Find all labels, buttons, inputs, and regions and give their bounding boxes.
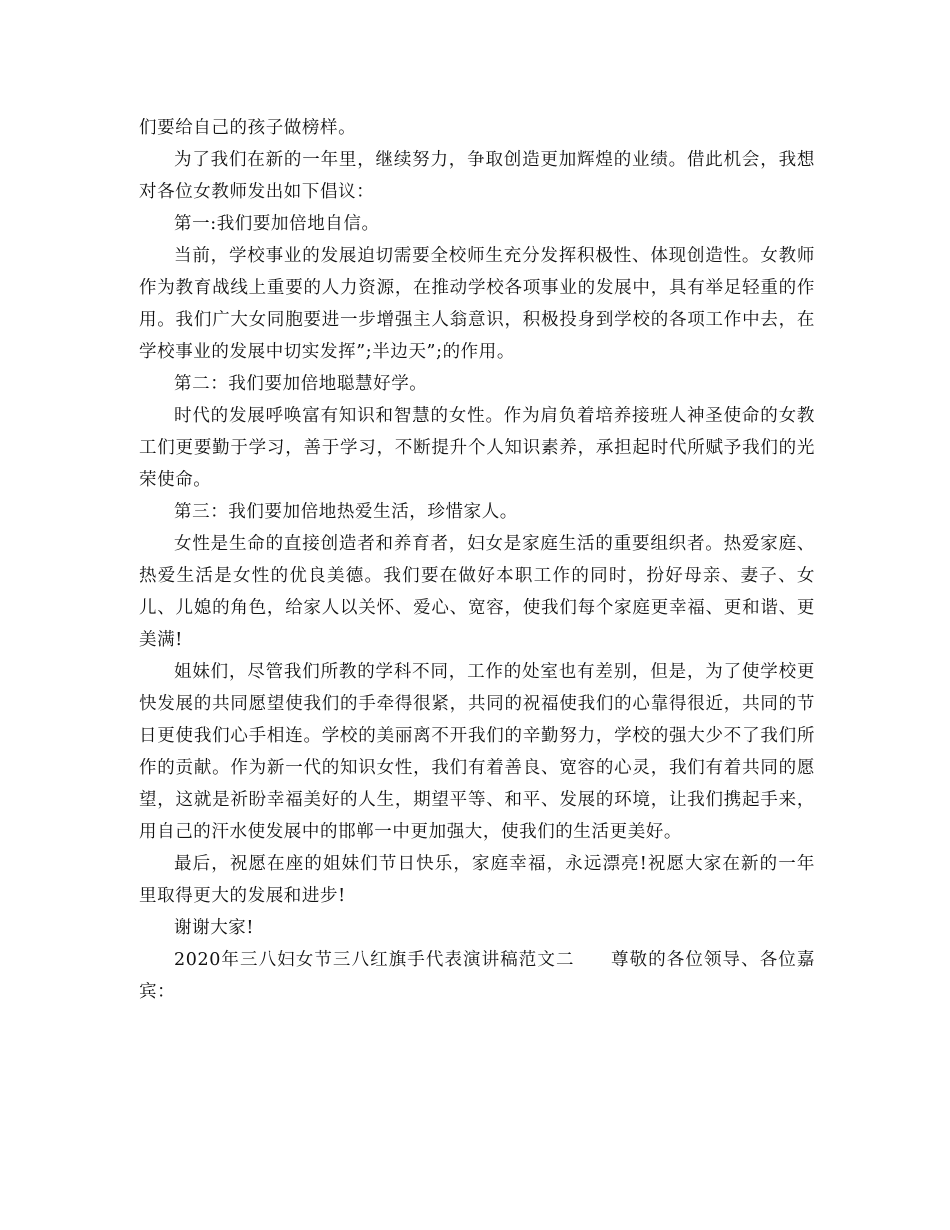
paragraph-point-three-body: 女性是生命的直接创造者和养育者，妇女是家庭生活的重要组织者。热爱家庭、热爱生活是女性的优良美德。我们要在做好本职工作的同时，扮好母亲、妻子、女儿、儿媳的角色，给家人以关怀、爱心、宽容，使我们每个家庭更幸福、更和谐、更美满! bbox=[139, 534, 815, 650]
paragraph-continuation: 们要给自己的孩子做榜样。 bbox=[139, 118, 357, 138]
paragraph-point-two-heading: 第二：我们要加倍地聪慧好学。 bbox=[174, 374, 428, 394]
second-speech-title: 2020年三八妇女节三八红旗手代表演讲稿范文二 bbox=[174, 950, 575, 970]
paragraph-closing-wishes: 最后，祝愿在座的姐妹们节日快乐，家庭幸福，永远漂亮!祝愿大家在新的一年里取得更大的发展和进步! bbox=[139, 854, 815, 906]
document-body bbox=[139, 112, 815, 1008]
paragraph-point-one-body: 当前，学校事业的发展迫切需要全校师生充分发挥积极性、体现创造性。女教师作为教育战线上重要的人力资源，在推动学校各项事业的发展中，具有举足轻重的作用。我们广大女同胞要进一步增强主人翁意识，积极投身到学校的各项工作中去，在学校事业的发展中切实发挥”;半边天”;的作用。 bbox=[139, 246, 815, 362]
paragraph-second-speech-start bbox=[139, 944, 815, 1008]
paragraph-point-three-heading: 第三：我们要加倍地热爱生活，珍惜家人。 bbox=[174, 502, 518, 522]
paragraph-thanks: 谢谢大家! bbox=[174, 918, 255, 938]
paragraph-sisters: 姐妹们，尽管我们所教的学科不同，工作的处室也有差别，但是，为了使学校更快发展的共同愿望使我们的手牵得很紧，共同的祝福使我们的心靠得很近，共同的节日更使我们心手相连。学校的美丽离不开我们的辛勤努力，学校的强大少不了我们所作的贡献。作为新一代的知识女性，我们有着善良、宽容的心灵，我们有着共同的愿望，这就是祈盼幸福美好的人生，期望平等、和平、发展的环境，让我们携起手来，用自己的汗水使发展中的邯郸一中更加强大，使我们的生活更美好。 bbox=[139, 662, 815, 842]
paragraph-point-one-heading: 第一:我们要加倍地自信。 bbox=[174, 214, 380, 234]
second-speech-salutation: 尊敬的各位领导、各位嘉宾： bbox=[139, 950, 815, 1002]
paragraph-initiative-intro: 为了我们在新的一年里，继续努力，争取创造更加辉煌的业绩。借此机会，我想对各位女教师发出如下倡议： bbox=[139, 150, 815, 202]
paragraph-point-two-body: 时代的发展呼唤富有知识和智慧的女性。作为肩负着培养接班人神圣使命的女教工们更要勤于学习，善于学习，不断提升个人知识素养，承担起时代所赋予我们的光荣使命。 bbox=[139, 406, 815, 490]
